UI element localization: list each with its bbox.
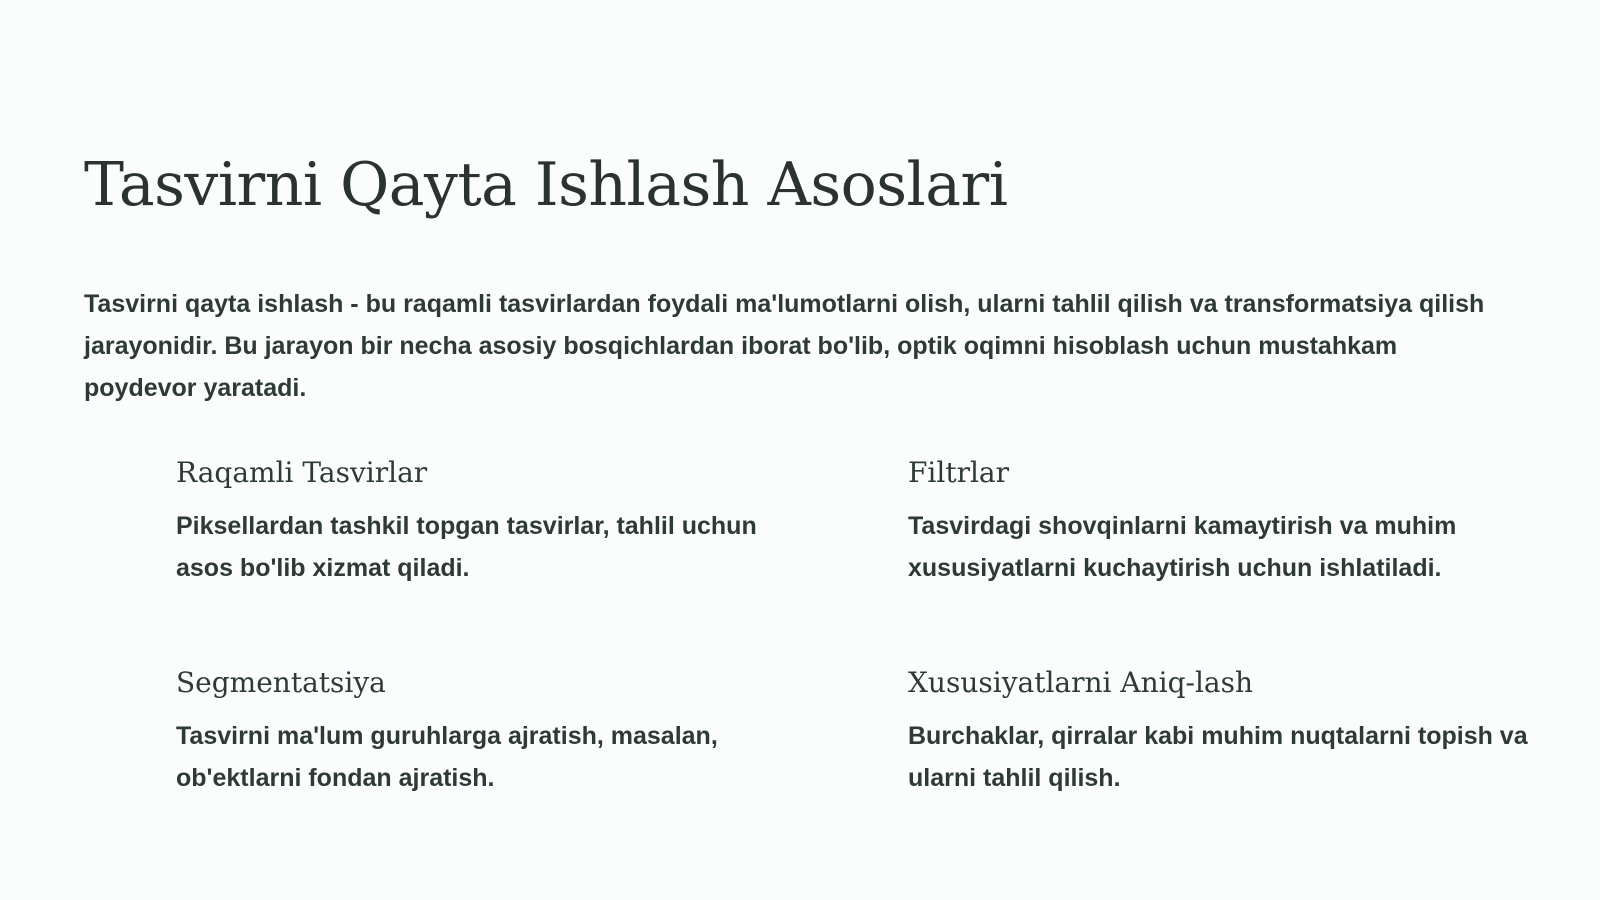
card-text: Tasvirdagi shovqinlarni kamaytirish va muhim xususiyatlarni kuchaytirish uchun ishlatiladi. — [908, 512, 1457, 582]
slide-title: Tasvirni Qayta Ishlash Asoslari — [84, 150, 1008, 220]
card-xususiyatlarni-aniqlash — [908, 666, 1548, 799]
card-raqamli-tasvirlar — [176, 456, 786, 589]
card-heading: Filtrlar — [908, 456, 1010, 489]
card-heading: Raqamli Tasvirlar — [176, 456, 428, 489]
card-heading: Segmentatsiya — [176, 666, 386, 699]
card-segmentatsiya — [176, 666, 786, 799]
card-text: Tasvirni ma'lum guruhlarga ajratish, masalan, ob'ektlarni fondan ajratish. — [176, 722, 718, 792]
intro-paragraph: Tasvirni qayta ishlash - bu raqamli tasvirlardan foydali ma'lumotlarni olish, ularni tahlil qilish va transformatsiya qilish jarayonidir. Bu jarayon bir necha asosiy bosqichlardan iborat bo'lib, optik oqimni hisoblash uchun mustahkam poydevor yaratadi. — [84, 290, 1485, 402]
card-text: Burchaklar, qirralar kabi muhim nuqtalarni topish va ularni tahlil qilish. — [908, 722, 1528, 792]
card-text: Piksellardan tashkil topgan tasvirlar, tahlil uchun asos bo'lib xizmat qiladi. — [176, 512, 757, 582]
card-filtrlar — [908, 456, 1548, 589]
card-heading: Xususiyatlarni Aniq-lash — [908, 666, 1254, 699]
